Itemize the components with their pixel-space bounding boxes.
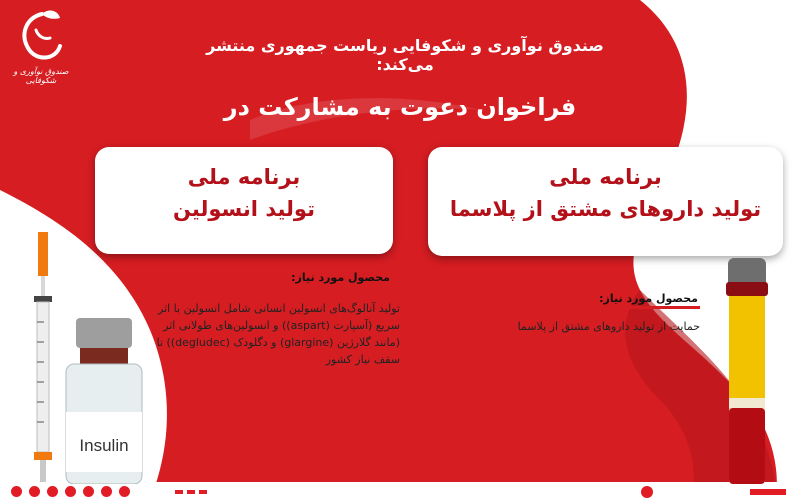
card-right-line2: تولید داروهای مشتق از پلاسما bbox=[449, 197, 762, 221]
social-icons bbox=[10, 485, 131, 499]
call-headline: فراخوان دعوت به مشارکت در bbox=[223, 93, 577, 121]
card-left-line1: برنامه ملی bbox=[187, 165, 301, 189]
plasma-program-card bbox=[428, 147, 783, 256]
right-divider bbox=[604, 306, 700, 309]
footer-decoration bbox=[175, 489, 215, 495]
left-need-title: محصول مورد نیاز: bbox=[291, 271, 390, 284]
logo-caption: صندوق نوآوری و شکوفایی bbox=[13, 67, 69, 85]
left-divider bbox=[230, 288, 390, 291]
twitter-icon[interactable] bbox=[46, 485, 59, 498]
card-left-line2: تولید انسولین bbox=[173, 197, 315, 221]
instagram-icon[interactable] bbox=[10, 485, 23, 498]
blood-tube-icon bbox=[718, 258, 776, 484]
eitaa-icon[interactable] bbox=[118, 485, 131, 498]
card-right-line1: برنامه ملی bbox=[549, 165, 662, 189]
telegram-icon[interactable] bbox=[28, 485, 41, 498]
insulin-program-card bbox=[95, 147, 393, 254]
linkedin-icon[interactable] bbox=[82, 485, 95, 498]
announcement-line: صندوق نوآوری و شکوفایی ریاست جمهوری منتشر می‌کند: bbox=[206, 36, 604, 74]
youtube-icon[interactable] bbox=[64, 485, 77, 498]
right-need-body: حمایت از تولید داروهای مشتق از پلاسما bbox=[517, 320, 700, 333]
aparat-icon[interactable] bbox=[100, 485, 113, 498]
vial-label: Insulin bbox=[79, 436, 129, 455]
insulin-vial-icon bbox=[58, 318, 150, 484]
right-need-title: محصول مورد نیاز: bbox=[599, 292, 698, 305]
left-need-body: تولید آنالوگ‌های انسولین انسانی شامل انسولین با اثر سریع (آسپارت (aspart)) و انسولین‌های طولانی اثر (مانند گلارژین (glargine) و دگلودک (degludec)) تا سقف نیاز کشور bbox=[156, 302, 400, 366]
footer-brand-mark bbox=[640, 485, 790, 499]
